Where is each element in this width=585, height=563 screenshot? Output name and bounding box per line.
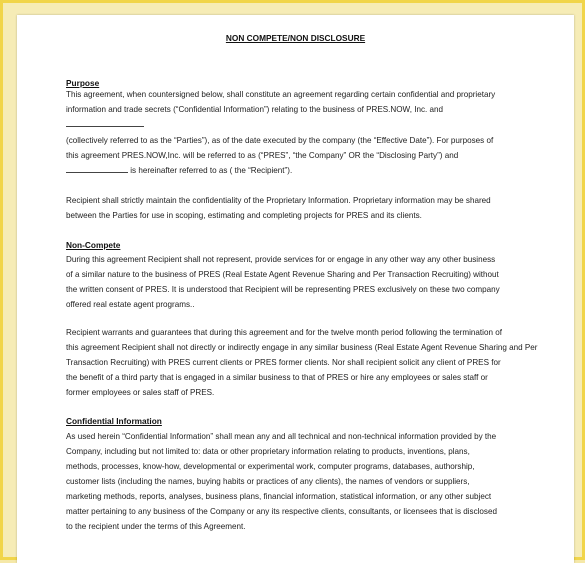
purpose-heading: Purpose	[66, 78, 100, 88]
noncompete-line: Recipient warrants and guarantees that during this agreement and for the twelve month period following the termination of	[66, 328, 502, 337]
document-title: NON COMPETE/NON DISCLOSURE	[225, 33, 366, 43]
purpose-line: between the Parties for use in scoping, estimating and completing projects for PRES and its clients.	[66, 211, 422, 220]
purpose-line: information and trade secrets (“Confidential Information”) relating to the business of PRES.NOW, Inc. and	[66, 105, 443, 114]
confidential-line: to the recipient under the terms of this Agreement.	[66, 522, 246, 531]
noncompete-heading: Non-Compete	[66, 240, 121, 250]
recipient-line	[66, 165, 544, 176]
recipient-line-text: is hereinafter referred to as ( the “Recipient”).	[130, 166, 293, 175]
confidential-heading: Confidential Information	[66, 416, 162, 426]
noncompete-line: During this agreement Recipient shall not represent, provide services for or engage in any other way any other business	[66, 255, 496, 264]
purpose-line: Recipient shall strictly maintain the confidentiality of the Proprietary Information. Proprietary information may be shared	[66, 196, 491, 205]
confidential-line: As used herein “Confidential Information” shall mean any and all technical and non-technical information provided by the	[66, 432, 497, 441]
confidential-line: marketing methods, reports, analyses, business plans, financial information, statistical information, or any other subject	[66, 492, 492, 501]
noncompete-line: the benefit of a third party that is engaged in a similar business to that of PRES or hire any employees or sales staff or	[66, 373, 488, 382]
noncompete-line: this agreement Recipient shall not directly or indirectly engage in any similar business (Real Estate Agent Revenue Sharing and Per	[66, 343, 538, 352]
noncompete-line: Transaction Recruiting) with PRES current clients or PRES former clients. Nor shall recipient solicit any client of PRES for	[66, 358, 501, 367]
noncompete-line: offered real estate agent programs..	[66, 300, 195, 309]
noncompete-line: former employees or sales staff of PRES.	[66, 388, 215, 397]
blank-field-recipient[interactable]	[66, 165, 128, 173]
purpose-line: (collectively referred to as the “Parties”), as of the date executed by the company (the “Effective Date”). For purposes of	[66, 136, 494, 145]
confidential-line: methods, processes, know-how, developmental or experimental work, computer programs, databases, authorship,	[66, 462, 475, 471]
confidential-line: Company, including but not limited to: data or other proprietary information relating to products, inventions, plans,	[66, 447, 470, 456]
noncompete-line: the written consent of PRES. It is understood that Recipient will be representing PRES exclusively on these two company	[66, 285, 500, 294]
blank-field-company[interactable]	[66, 119, 544, 130]
noncompete-line: of a similar nature to the business of PRES (Real Estate Agent Revenue Sharing and Per Transaction Recruiting) without	[66, 270, 499, 279]
document-page	[17, 15, 574, 563]
purpose-line: this agreement PRES.NOW,Inc. will be referred to as (“PRES”, “the Company” OR the “Disclosing Party”) and	[66, 151, 459, 160]
confidential-line: matter pertaining to any business of the Company or any its respective clients, consultants, or licensees that is disclosed	[66, 507, 497, 516]
purpose-line: This agreement, when countersigned below, shall constitute an agreement regarding certain confidential and proprietary	[66, 90, 496, 99]
confidential-line: customer lists (including the names, buying habits or practices of any clients), the names of vendors or suppliers,	[66, 477, 470, 486]
